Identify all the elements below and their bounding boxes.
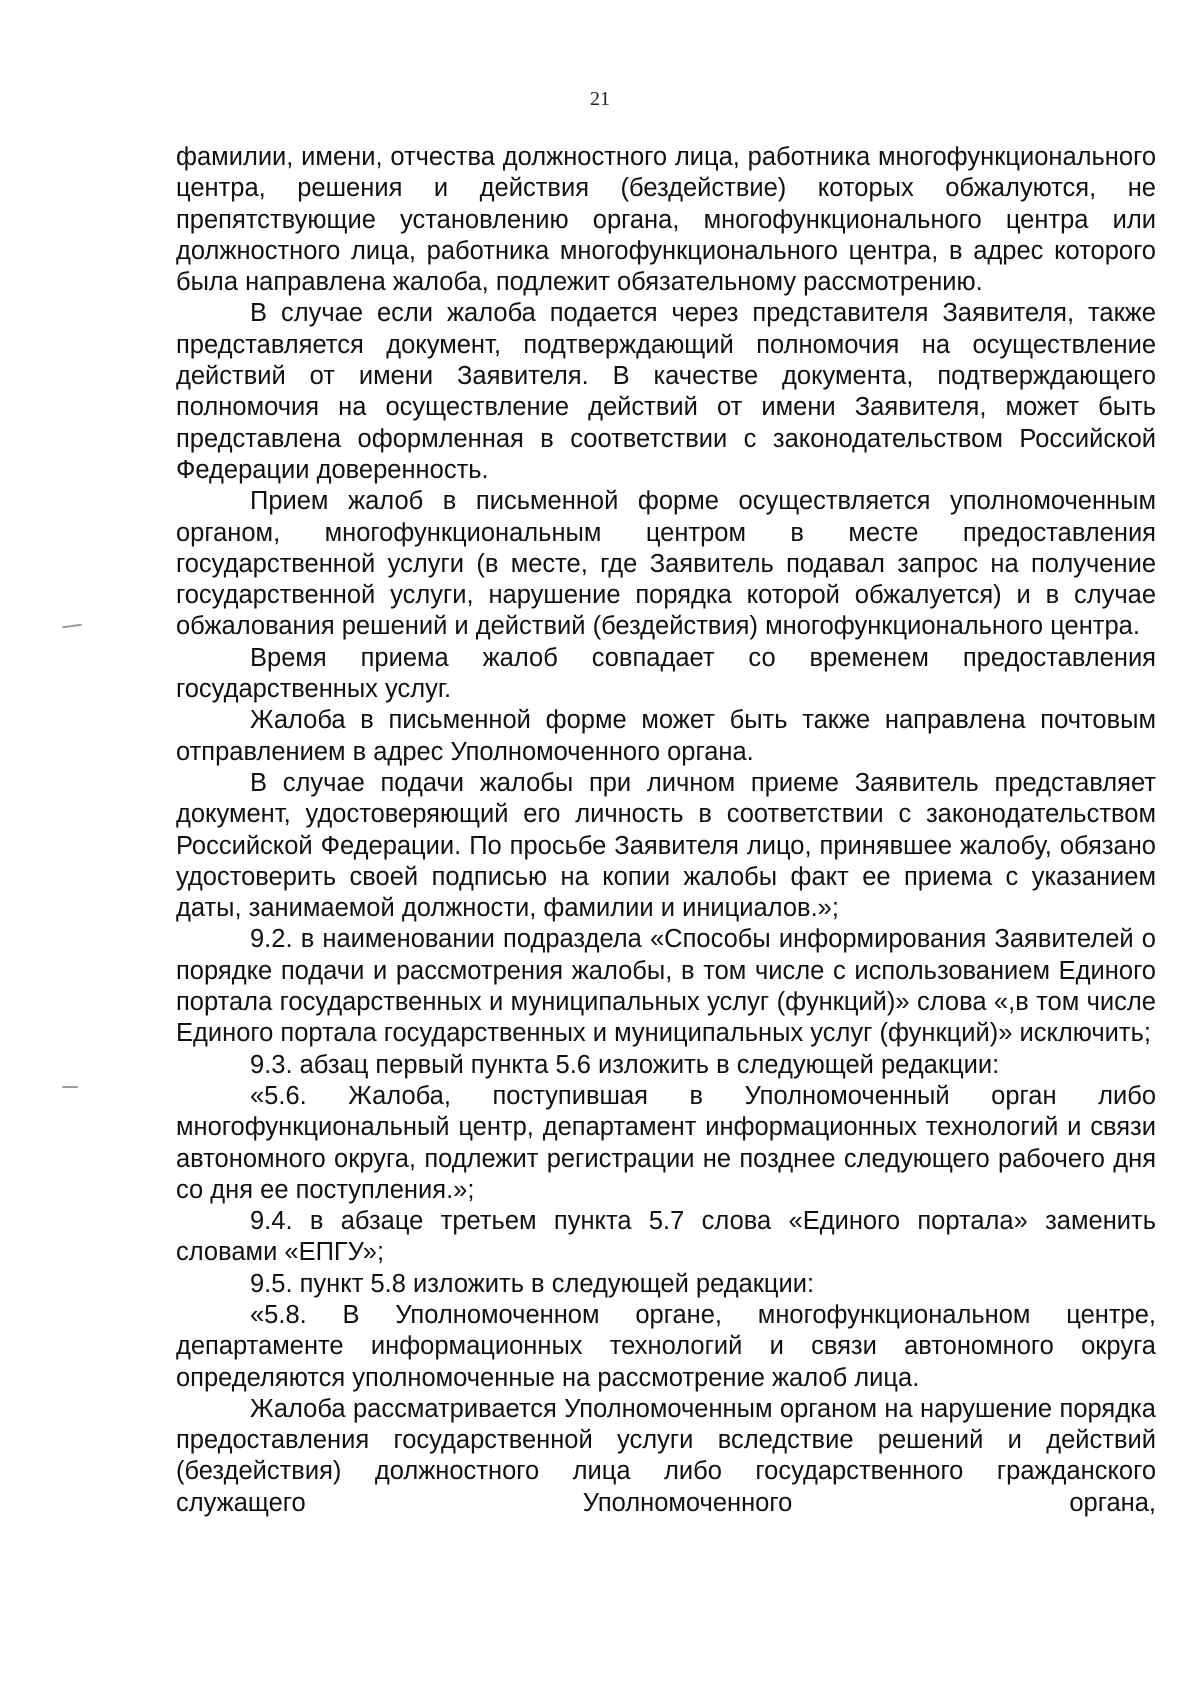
- paragraph: «5.6. Жалоба, поступившая в Уполномоченный орган либо многофункциональный центр, департамент информационных технологий и связи автономного округа, подлежит регистрации не позднее следующего рабочего дня со дня ее поступления.»;: [176, 1081, 1156, 1204]
- page-number: 21: [590, 88, 610, 110]
- paragraph: 9.4. в абзаце третьем пункта 5.7 слова «Единого портала» заменить словами «ЕПГУ»;: [176, 1207, 1156, 1267]
- paragraph: Жалоба рассматривается Уполномоченным органом на нарушение порядка предоставления государственной услуги вследствие решений и действий (бездействия) должностного лица либо государственного гражданского служащего Уполномоченного органа,: [176, 1394, 1156, 1517]
- paragraph: «5.8. В Уполномоченном органе, многофункциональном центре, департаменте информационных технологий и связи автономного округа определяются уполномоченные на рассмотрение жалоб лица.: [176, 1300, 1156, 1392]
- paragraph: 9.5. пункт 5.8 изложить в следующей редакции:: [250, 1269, 815, 1298]
- paragraph: Жалоба в письменной форме может быть также направлена почтовым отправлением в адрес Уполномоченного органа.: [176, 706, 1156, 766]
- scan-artifact-mark: [62, 1086, 78, 1088]
- paragraph: 9.3. абзац первый пункта 5.6 изложить в следующей редакции:: [250, 1050, 1000, 1079]
- paragraph: В случае подачи жалобы при личном приеме Заявитель представляет документ, удостоверяющий его личность в соответствии с законодательством Российской Федерации. По просьбе Заявителя лицо, принявшее жалобу, обязано удостоверить своей подписью на копии жалобы факт ее приема с указанием даты, занимаемой должности, фамилии и инициалов.»;: [176, 768, 1156, 923]
- paragraph: Время приема жалоб совпадает со временем предоставления государственных услуг.: [176, 643, 1156, 704]
- paragraph: В случае если жалоба подается через представителя Заявителя, также представляется документ, подтверждающий полномочия на осуществление действий от имени Заявителя. В качестве документа, подтверждающего полномочия на осуществление действий от имени Заявителя, может быть представлена оформленная в соответствии с законодательством Российской Федерации доверенность.: [176, 299, 1156, 484]
- paragraph: фамилии, имени, отчества должностного лица, работника многофункционального центра, решения и действия (бездействие) которых обжалуются, не препятствующие установлению органа, многофункционального центра или должностного лица, работника многофункционального центра, в адрес которого была направлена жалоба, подлежит обязательному рассмотрению.: [176, 143, 1156, 297]
- document-body: [176, 142, 1156, 1519]
- paragraph: Прием жалоб в письменной форме осуществляется уполномоченным органом, многофункциональным центром в месте предоставления государственной услуги (в месте, где Заявитель подавал запрос на получение государственной услуги, нарушение порядка которой обжалуется) и в случае обжалования решений и действий (бездействия) многофункционального центра.: [176, 487, 1156, 641]
- scan-artifact-mark: [62, 624, 82, 629]
- paragraph: 9.2. в наименовании подраздела «Способы информирования Заявителей о порядке подачи и рассмотрения жалобы, в том числе с использованием Единого портала государственных и муниципальных услуг (функций)» слова «,в том числе Единого портала государственных и муниципальных услуг (функций)» исключить;: [176, 925, 1156, 1048]
